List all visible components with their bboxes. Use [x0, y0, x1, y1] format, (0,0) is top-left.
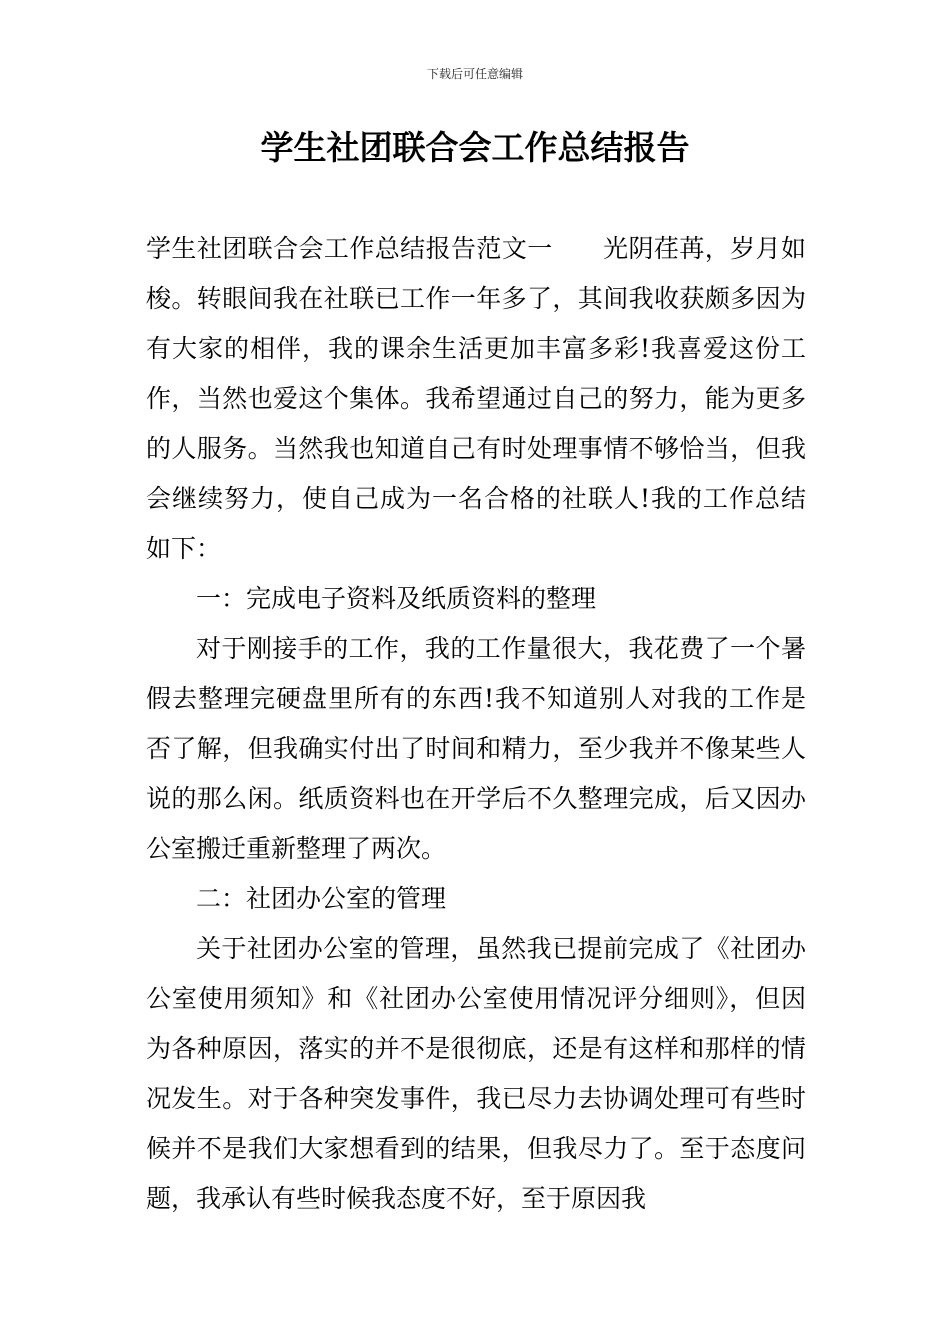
- intro-paragraph: [146, 224, 806, 574]
- intro-lead: 学生社团联合会工作总结报告范文一: [146, 234, 553, 263]
- header-note: 下载后可任意编辑: [426, 67, 523, 81]
- document-body: [146, 224, 806, 1224]
- document-title: 学生社团联合会工作总结报告: [260, 128, 690, 167]
- section-heading-2: 二：社团办公室的管理: [196, 884, 447, 913]
- section-paragraph-2: 关于社团办公室的管理，虽然我已提前完成了《社团办公室使用须知》和《社团办公室使用情况评分细则》，但因为各种原因，落实的并不是很彻底，还是有这样和那样的情况发生。对于各种突发事件，我已尽力去协调处理可有些时候并不是我们大家想看到的结果，但我尽力了。至于态度问题，我承认有些时候我态度不好，至于原因我: [146, 934, 806, 1213]
- intro-text: 光阴荏苒，岁月如梭。转眼间我在社联已工作一年多了，其间我收获颇多因为有大家的相伴，我的课余生活更加丰富多彩!我喜爱这份工作，当然也爱这个集体。我希望通过自己的努力，能为更多的人服务。当然我也知道自己有时处理事情不够恰当，但我会继续努力，使自己成为一名合格的社联人!我的工作总结如下：: [146, 234, 806, 563]
- section-paragraph-1: 对于刚接手的工作，我的工作量很大，我花费了一个暑假去整理完硬盘里所有的东西!我不知道别人对我的工作是否了解，但我确实付出了时间和精力，至少我并不像某些人说的那么闲。纸质资料也在开学后不久整理完成，后又因办公室搬迁重新整理了两次。: [146, 634, 806, 863]
- section-heading-1: 一：完成电子资料及纸质资料的整理: [196, 584, 597, 613]
